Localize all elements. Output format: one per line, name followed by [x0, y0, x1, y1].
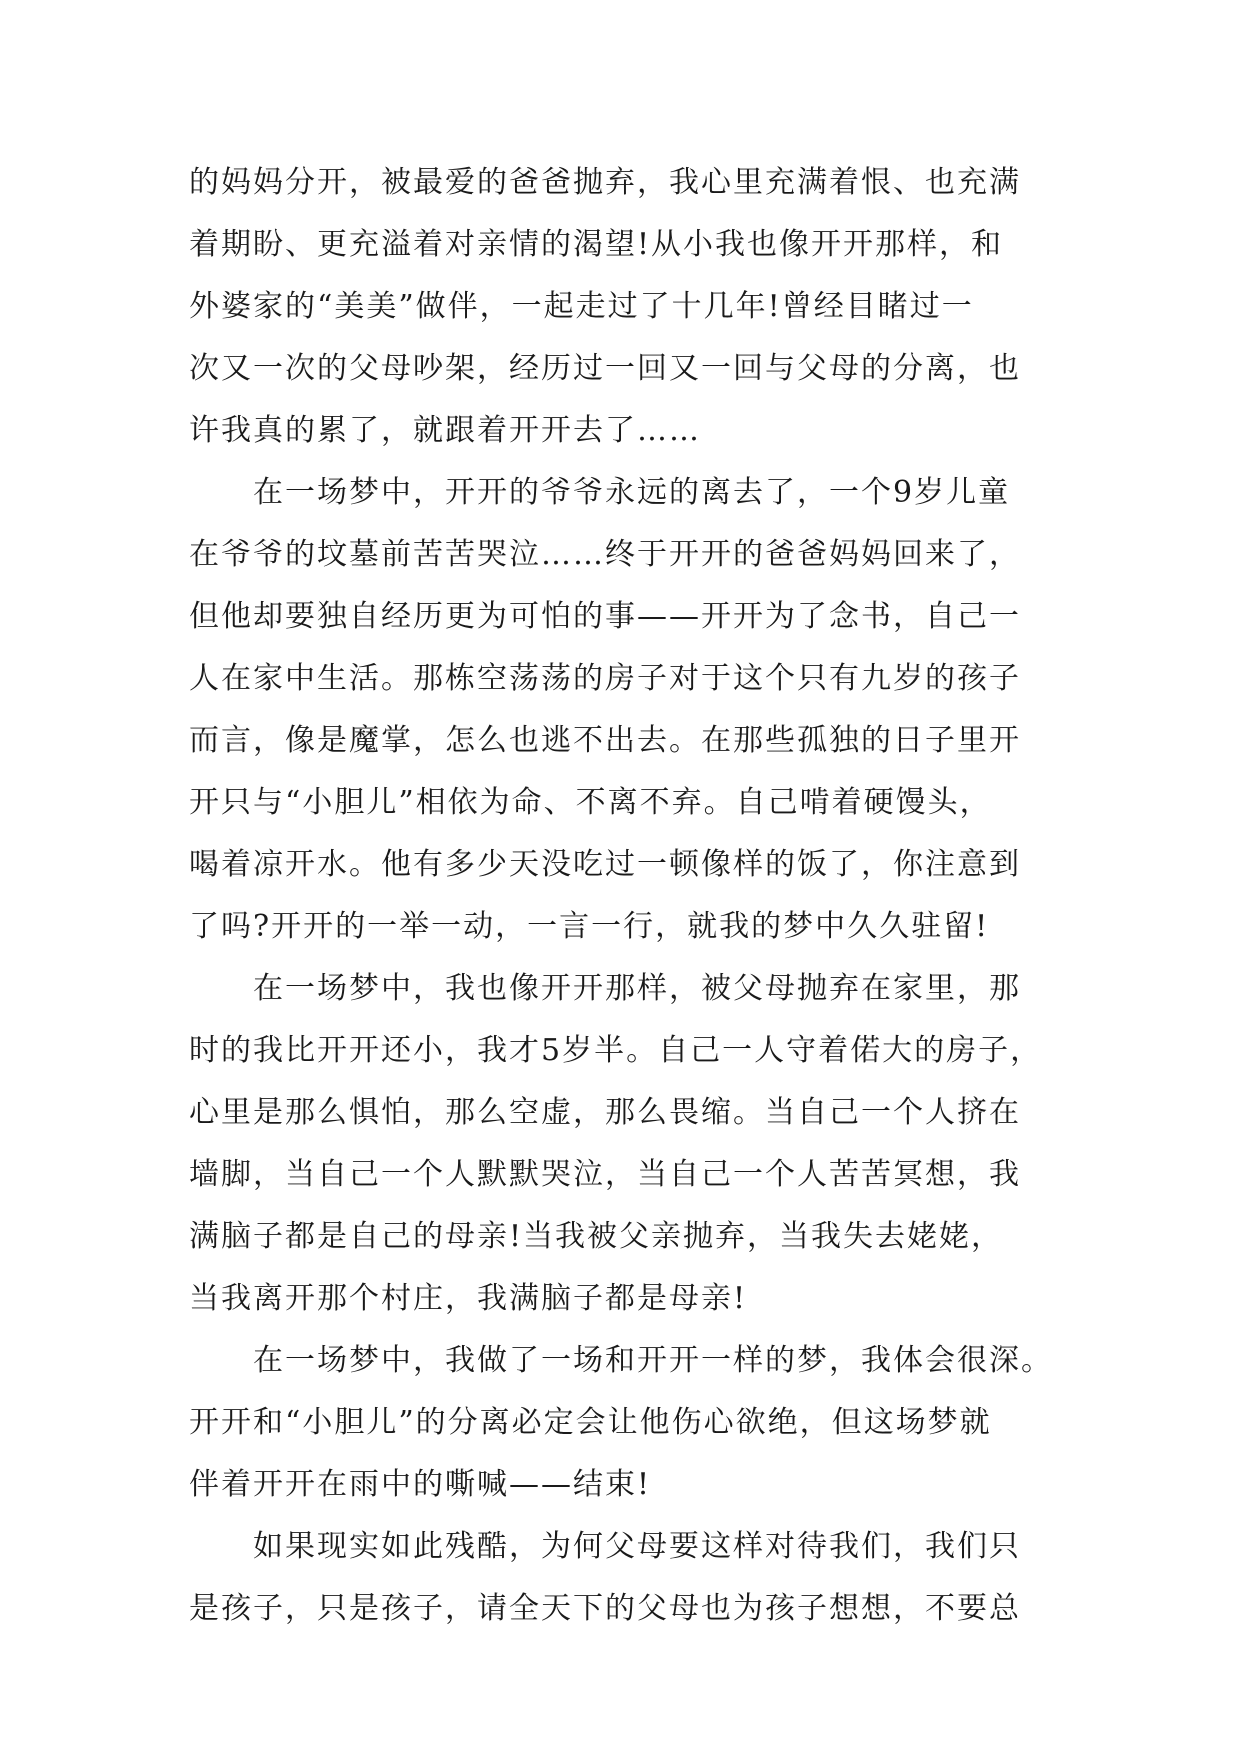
paragraph-line: 但他却要独自经历更为可怕的事——开开为了念书，自己一	[189, 599, 1021, 634]
paragraph-line: 的妈妈分开，被最爱的爸爸抛弃，我心里充满着恨、也充满	[189, 165, 1021, 200]
paragraph-4	[189, 1330, 1069, 1516]
paragraph-line: 在一场梦中，开开的爷爷永远的离去了，一个9岁儿童	[253, 475, 1011, 510]
paragraph-line: 人在家中生活。那栋空荡荡的房子对于这个只有九岁的孩子	[189, 661, 1021, 696]
paragraph-line: 开开和“小胆儿”的分离必定会让他伤心欲绝，但这场梦就	[189, 1405, 992, 1440]
paragraph-line: 次又一次的父母吵架，经历过一回又一回与父母的分离，也	[189, 351, 1021, 386]
paragraph-line: 是孩子，只是孩子，请全天下的父母也为孩子想想，不要总	[189, 1591, 1021, 1626]
paragraph-line: 喝着凉开水。他有多少天没吃过一顿像样的饭了，你注意到	[189, 847, 1021, 882]
paragraph-5	[189, 1516, 1069, 1640]
paragraph-line: 许我真的累了，就跟着开开去了……	[189, 413, 701, 448]
paragraph-line: 时的我比开开还小，我才5岁半。自己一人守着偌大的房子，	[189, 1033, 1043, 1068]
paragraph-line: 墙脚，当自己一个人默默哭泣，当自己一个人苦苦冥想，我	[189, 1157, 1021, 1192]
paragraph-line: 而言，像是魔掌，怎么也逃不出去。在那些孤独的日子里开	[189, 723, 1021, 758]
paragraph-line: 心里是那么惧怕，那么空虚，那么畏缩。当自己一个人挤在	[189, 1095, 1021, 1130]
paragraph-line: 开只与“小胆儿”相依为命、不离不弃。自己啃着硬馒头，	[189, 785, 992, 820]
paragraph-line: 当我离开那个村庄，我满脑子都是母亲!	[189, 1281, 748, 1316]
paragraph-line: 了吗?开开的一举一动，一言一行，就我的梦中久久驻留!	[189, 909, 990, 944]
paragraph-line: 在一场梦中，我做了一场和开开一样的梦，我体会很深。	[253, 1343, 1053, 1378]
paragraph-line: 外婆家的“美美”做伴，一起走过了十几年!曾经目睹过一	[189, 289, 974, 324]
paragraph-1	[189, 152, 1069, 462]
paragraph-line: 在一场梦中，我也像开开那样，被父母抛弃在家里，那	[253, 971, 1021, 1006]
document-body	[189, 152, 1069, 1640]
paragraph-line: 如果现实如此残酷，为何父母要这样对待我们，我们只	[253, 1529, 1021, 1564]
paragraph-line: 满脑子都是自己的母亲!当我被父亲抛弃，当我失去姥姥，	[189, 1219, 1004, 1254]
paragraph-line: 伴着开开在雨中的嘶喊——结束!	[189, 1467, 652, 1502]
paragraph-line: 着期盼、更充溢着对亲情的渴望!从小我也像开开那样，和	[189, 227, 1004, 262]
paragraph-3	[189, 958, 1069, 1330]
paragraph-2	[189, 462, 1069, 958]
paragraph-line: 在爷爷的坟墓前苦苦哭泣……终于开开的爸爸妈妈回来了，	[189, 537, 1021, 572]
